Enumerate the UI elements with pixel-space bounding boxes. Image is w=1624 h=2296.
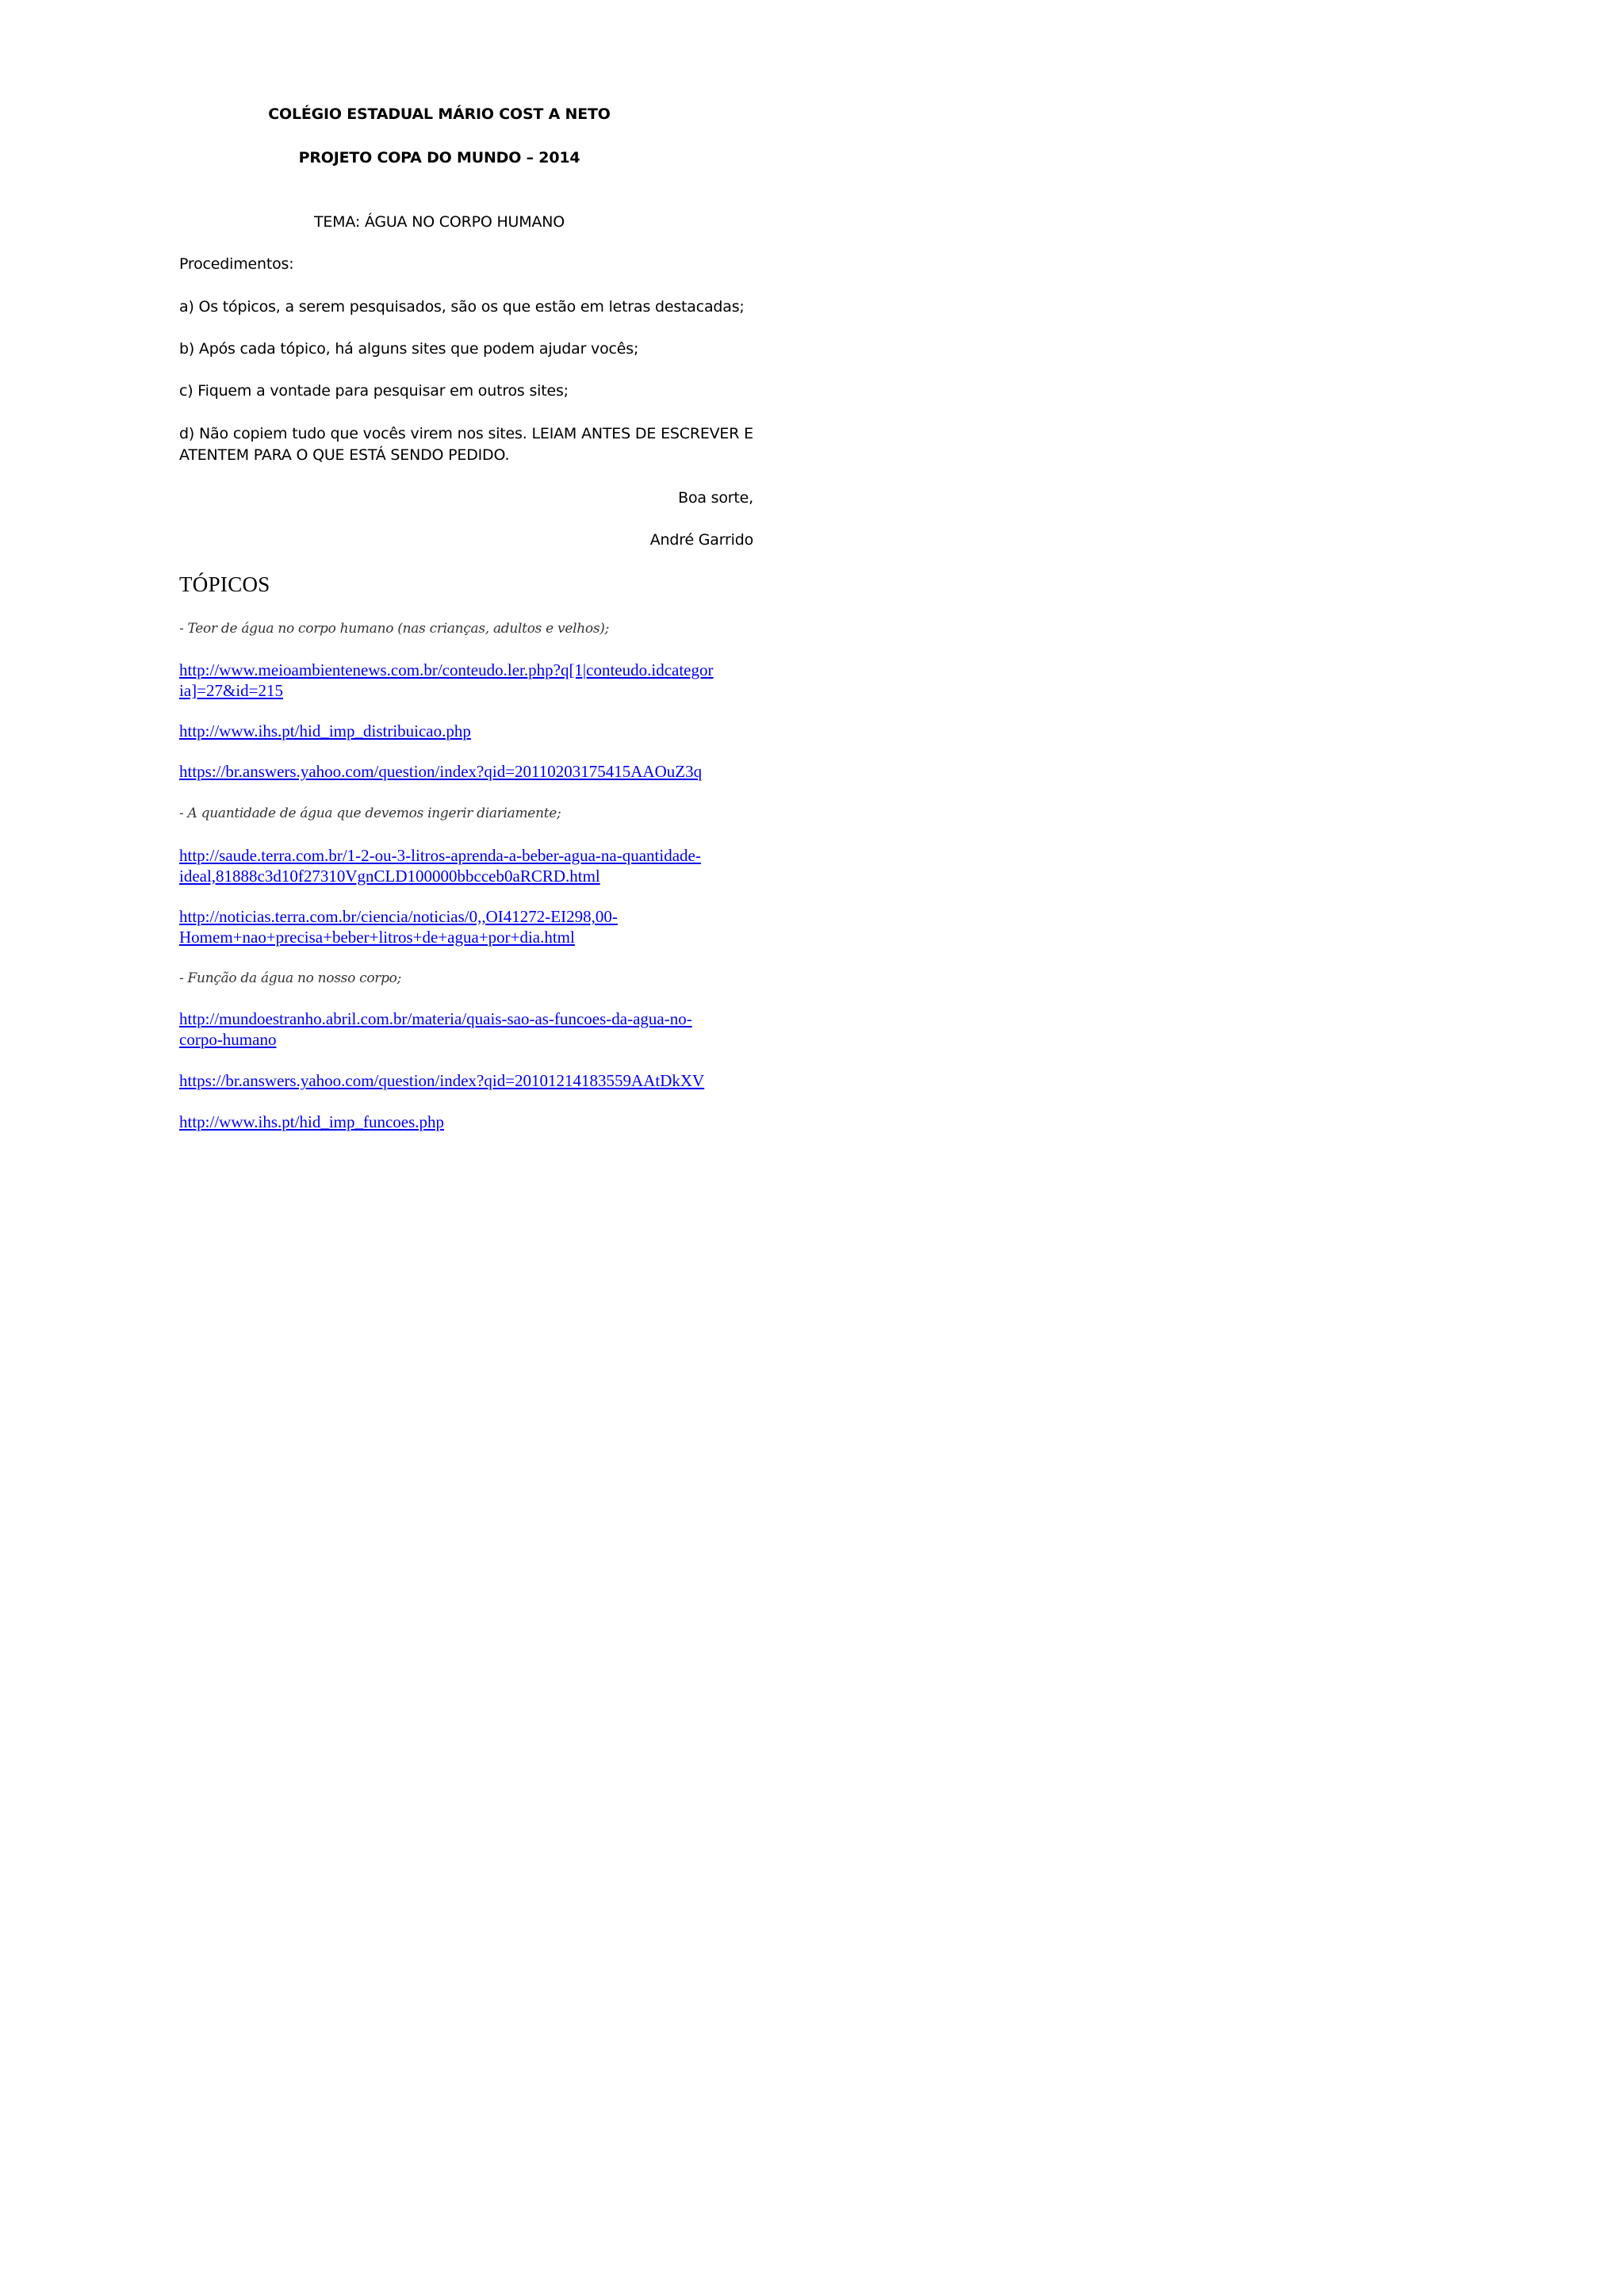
link-yahoo-answers-2[interactable]: [179, 1070, 753, 1091]
link-line[interactable]: https://br.answers.yahoo.com/question/index?qid=20110203175415AAOuZ3q: [179, 762, 703, 781]
link-line[interactable]: https://br.answers.yahoo.com/question/index?qid=20101214183559AAtDkXV: [179, 1071, 705, 1090]
link-line[interactable]: http://www.ihs.pt/hid_imp_funcoes.php: [179, 1112, 445, 1131]
signature: André Garrido: [649, 531, 753, 549]
document-page: [0, 0, 879, 1242]
link-line[interactable]: ideal,81888c3d10f27310VgnCLD100000bbcceb0aRCRD.html: [179, 867, 600, 886]
link-line[interactable]: http://mundoestranho.abril.com.br/materia/quais-sao-as-funcoes-da-agua-no-: [179, 1009, 692, 1028]
link-ihs-distribuicao[interactable]: [179, 721, 753, 741]
link-line[interactable]: http://noticias.terra.com.br/ciencia/noticias/0,,OI41272-EI298,00-: [179, 907, 618, 926]
closing-text: Boa sorte,: [678, 489, 753, 507]
link-line[interactable]: http://saude.terra.com.br/1-2-ou-3-litros-aprenda-a-beber-agua-na-quantidade-: [179, 846, 701, 865]
link-saude-terra[interactable]: [179, 845, 753, 886]
procedure-item-d: d) Não copiem tudo que vocês virem nos sites. LEIAM ANTES DE ESCREVER E ATENTEM PARA O QUE ESTÁ SENDO PEDIDO.: [179, 425, 753, 464]
topics-heading: TÓPICOS: [179, 572, 270, 596]
link-yahoo-answers-1[interactable]: [179, 761, 753, 782]
link-noticias-terra[interactable]: [179, 906, 753, 947]
procedure-item-c: c) Fiquem a vontade para pesquisar em outros sites;: [179, 382, 569, 400]
topic-title-water-function: - Função da água no nosso corpo;: [179, 970, 402, 986]
school-name: COLÉGIO ESTADUAL MÁRIO COST A NETO: [268, 105, 611, 123]
link-ihs-funcoes[interactable]: [179, 1112, 753, 1132]
link-line[interactable]: Homem+nao+precisa+beber+litros+de+agua+por+dia.html: [179, 928, 575, 947]
link-line[interactable]: ia]=27&id=215: [179, 681, 284, 700]
link-line[interactable]: http://www.meioambientenews.com.br/conteudo.ler.php?q[1|conteudo.idcategor: [179, 660, 714, 679]
procedure-item-b: b) Após cada tópico, há alguns sites que podem ajudar vocês;: [179, 340, 639, 358]
project-title: PROJETO COPA DO MUNDO – 2014: [298, 149, 580, 166]
topic-title-water-content: - Teor de água no corpo humano (nas crianças, adultos e velhos);: [179, 621, 610, 637]
procedures-title: Procedimentos:: [179, 255, 294, 273]
link-line[interactable]: corpo-humano: [179, 1030, 277, 1049]
topic-title-daily-intake: - A quantidade de água que devemos ingerir diariamente;: [179, 806, 561, 821]
link-mundoestranho[interactable]: [179, 1008, 753, 1050]
theme-title: TEMA: ÁGUA NO CORPO HUMANO: [313, 213, 565, 231]
link-line[interactable]: http://www.ihs.pt/hid_imp_distribuicao.php: [179, 721, 471, 740]
link-meioambientenews[interactable]: [179, 660, 753, 701]
procedure-item-a: a) Os tópicos, a serem pesquisados, são os que estão em letras destacadas;: [179, 298, 745, 316]
